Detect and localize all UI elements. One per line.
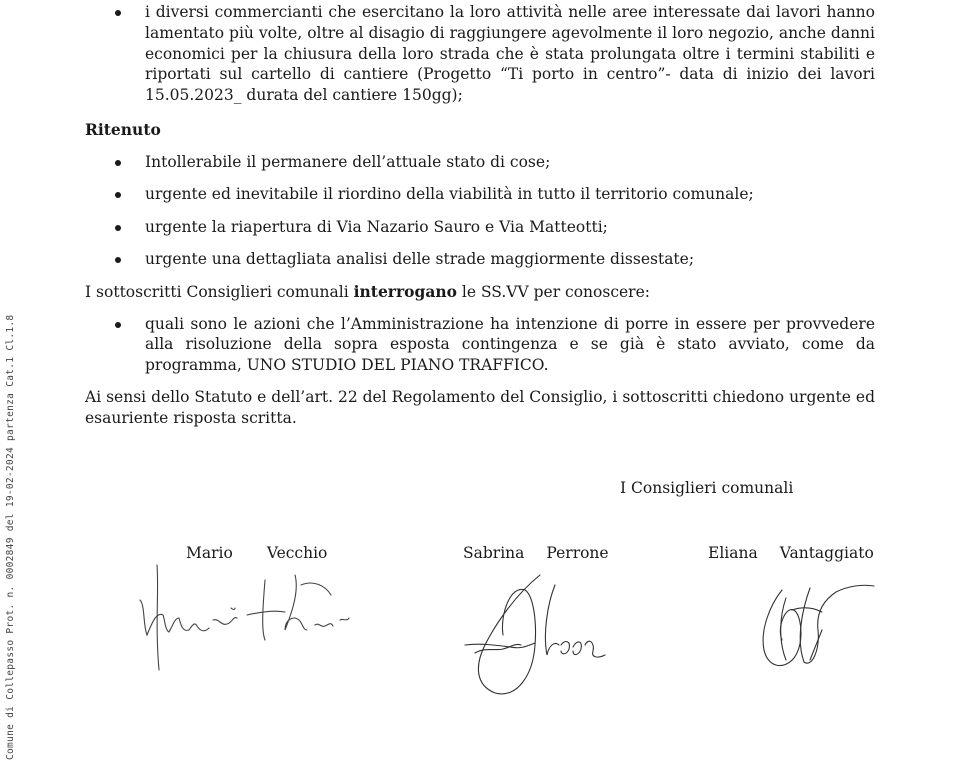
ritenuto-list <box>85 152 875 270</box>
signatory-name <box>708 544 874 562</box>
bullet-icon <box>115 192 121 198</box>
signatory-first-name: Sabrina <box>463 544 525 562</box>
interrogano-bold-word: interrogano <box>353 281 457 301</box>
ritenuto-item <box>85 217 875 238</box>
intro-bullet-item <box>85 2 875 106</box>
interrogano-item-text: quali sono le azioni che l’Amministrazione ha intenzione di porre in essere per provvedere alla risoluzione della sopra esposta contingenza e se già è stato avviato, come da programma, UNO STUDIO DEL PIANO TRAFFICO. <box>145 314 875 375</box>
closing-paragraph: Ai sensi dello Statuto e dell’art. 22 del Regolamento del Consiglio, i sottoscritti chiedono urgente ed esauriente risposta scritta. <box>85 387 875 427</box>
signatory-last-name: Vantaggiato <box>779 544 874 562</box>
document-body <box>85 2 875 429</box>
signature-sabrina-perrone <box>455 565 615 700</box>
ritenuto-item-text: urgente ed inevitabile il riordino della viabilità in tutto il territorio comunale; <box>145 185 754 204</box>
signatory-last-name: Vecchio <box>266 544 328 562</box>
bullet-icon <box>115 322 121 328</box>
ritenuto-item-text: urgente una dettagliata analisi delle strade maggiormente dissestate; <box>145 249 695 268</box>
ritenuto-item-text: Intollerabile il permanere dell’attuale stato di cose; <box>145 152 551 171</box>
signature-eliana-vantaggiato <box>752 570 882 675</box>
ritenuto-item <box>85 249 875 270</box>
signatory-last-name: Perrone <box>546 544 609 562</box>
interrogano-list <box>85 314 875 376</box>
ritenuto-heading: Ritenuto <box>85 119 161 139</box>
interrogano-text-before: I sottoscritti Consiglieri comunali <box>85 282 354 301</box>
intro-bullet-text: i diversi commercianti che esercitano la loro attività nelle aree interessate dai lavori hanno lamentato più volte, oltre al disagio di raggiungere agevolmente il loro negozio, anche danni economici per la chiusura della loro strada che è stata prolungata oltre i termini stabiliti e riportati sul cartello di cantiere (Progetto “Ti porto in centro”- data di inizio dei lavori 15.05.2023_ durata del cantiere 150gg); <box>145 3 875 105</box>
protocol-stamp-text: Comune di Collepasso Prot. n. 0002849 del 19-02-2024 partenza Cat.1 Cl.1.8 <box>5 314 16 760</box>
signatories-title: I Consiglieri comunali <box>620 479 794 497</box>
bullet-icon <box>115 10 121 16</box>
signatory-name <box>463 544 609 562</box>
interrogano-text-after: le SS.VV per conoscere: <box>456 282 650 301</box>
interrogano-item <box>85 314 875 376</box>
signatory-first-name: Eliana <box>708 544 758 562</box>
ritenuto-item-text: urgente la riapertura di Via Nazario Sauro e Via Matteotti; <box>145 217 608 236</box>
signature-mario-vecchio <box>135 560 360 675</box>
bullet-icon <box>115 257 121 263</box>
ritenuto-item <box>85 184 875 205</box>
bullet-icon <box>115 160 121 166</box>
ritenuto-item <box>85 152 875 173</box>
bullet-icon <box>115 225 121 231</box>
signatory-first-name: Mario <box>186 544 233 562</box>
interrogano-paragraph <box>85 282 875 303</box>
protocol-stamp <box>2 160 20 760</box>
